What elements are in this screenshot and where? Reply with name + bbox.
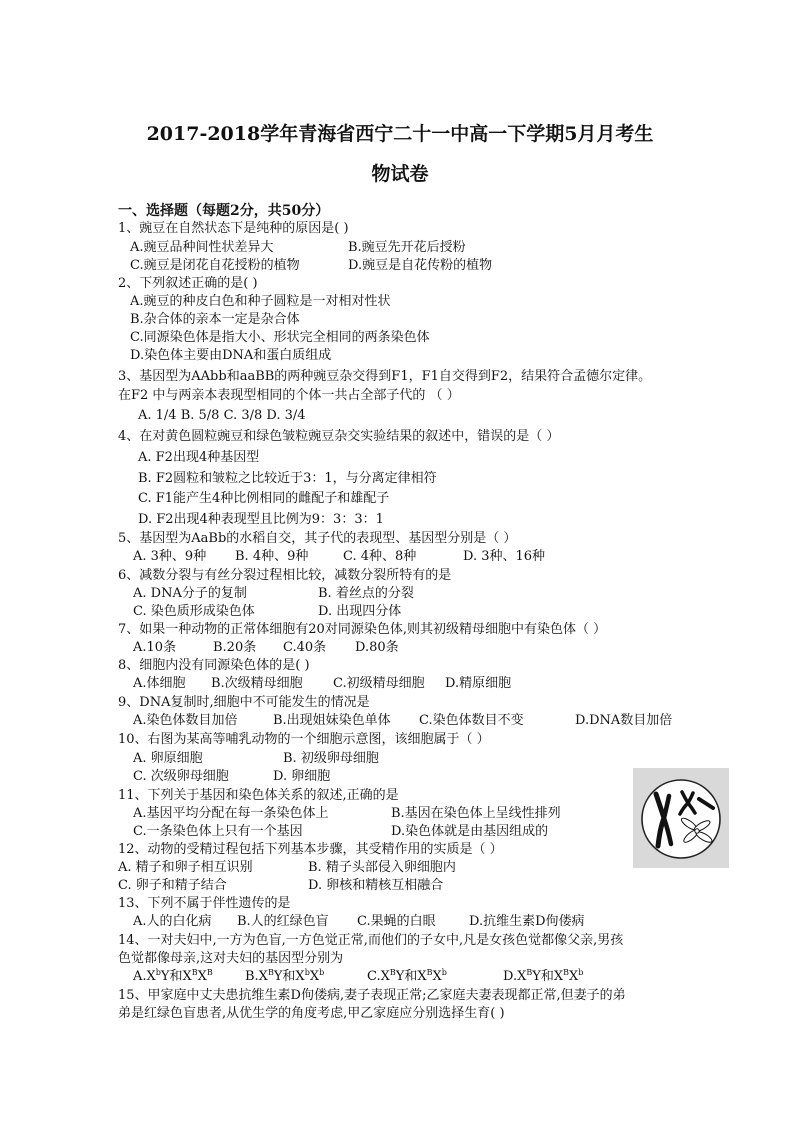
- question-7-option-c: C.40条: [283, 640, 327, 655]
- question-15-stem-line1: 15、甲家庭中丈夫患抗维生素D佝偻病,妻子表现正常;乙家庭夫妻表现都正常,但妻子的弟: [118, 988, 626, 1003]
- question-9-option-c: C.染色体数目不变: [419, 713, 524, 728]
- question-12-option-d: D. 卵核和精核互相融合: [308, 878, 444, 893]
- question-8-option-b: B.次级精母细胞: [211, 676, 303, 691]
- question-2-option-c: C.同源染色体是指大小、形状完全相同的两条染色体: [130, 330, 430, 345]
- question-1-option-d: D.豌豆是自花传粉的植物: [348, 258, 493, 273]
- question-14-stem-line1: 14、一对夫妇中,一方为色盲,一方色觉正常,而他们的子女中,凡是女孩色觉都像父亲,男孩: [118, 933, 624, 948]
- question-4-stem: 4、在对黄色圆粒豌豆和绿色皱粒豌豆杂交实验结果的叙述中，错误的是（ ）: [118, 429, 560, 444]
- question-6-option-a: A. DNA分子的复制: [133, 586, 247, 601]
- cell-diagram: [633, 768, 729, 868]
- question-4-option-d: D. F2出现4种表现型且比例为9：3：3：1: [138, 512, 384, 527]
- section-heading: 一、选择题（每题2分，共50分）: [118, 203, 330, 219]
- page-title-line1: 2017-2018学年青海省西宁二十一中高一下学期5月月考生: [146, 123, 654, 145]
- question-7-option-d: D.80条: [355, 640, 399, 655]
- question-9-option-b: B.出现姐妹染色单体: [273, 713, 391, 728]
- question-1-option-a: A.豌豆品种间性状差异大: [130, 240, 274, 255]
- question-14-stem-line2: 色觉都像母亲,这对夫妇的基因型分别为: [118, 951, 344, 966]
- question-14-option-a: $A.X^bY$和$X^BX^B$: [133, 968, 213, 984]
- question-1-stem: 1、豌豆在自然状态下是纯种的原因是( ): [118, 221, 349, 236]
- question-8-option-c: C.初级精母细胞: [333, 676, 425, 691]
- question-1-option-c: C.豌豆是闭花自花授粉的植物: [130, 258, 300, 273]
- question-6-option-d: D. 出现四分体: [318, 604, 402, 619]
- question-6-option-c: C. 染色质形成染色体: [133, 604, 255, 619]
- question-13-option-c: C.果蝇的白眼: [357, 914, 436, 929]
- question-11-option-b: B.基因在染色体上呈线性排列: [391, 806, 561, 821]
- question-13-option-b: B.人的红绿色盲: [237, 914, 329, 929]
- question-9-option-a: A.染色体数目加倍: [133, 713, 238, 728]
- question-2-stem: 2、下列叙述正确的是( ): [118, 276, 258, 291]
- question-13-option-a: A.人的白化病: [133, 914, 212, 929]
- question-8-option-d: D.精原细胞: [445, 676, 512, 691]
- question-14-option-b: $B.X^BY$和$X^bX^b$: [245, 968, 325, 984]
- question-7-option-b: B.20条: [213, 640, 257, 655]
- question-10-option-d: D. 卵细胞: [273, 769, 331, 784]
- question-12-option-a: A. 精子和卵子相互识别: [118, 860, 253, 875]
- page-title-line2: 物试卷: [371, 163, 429, 185]
- question-12-option-b: B. 精子头部侵入卵细胞内: [308, 860, 456, 875]
- question-1-option-b: B.豌豆先开花后授粉: [348, 240, 466, 255]
- question-10-option-c: C. 次级卵母细胞: [133, 769, 229, 784]
- question-9-option-d: D.DNA数目加倍: [575, 713, 673, 728]
- question-11-option-d: D.染色体就是由基因组成的: [391, 824, 549, 839]
- question-8-stem: 8、细胞内没有同源染色体的是( ): [118, 658, 310, 673]
- question-6-option-b: B. 着丝点的分裂: [318, 586, 414, 601]
- question-5-stem: 5、基因型为AaBb的水稻自交，其子代的表现型、基因型分别是（ ）: [118, 531, 517, 546]
- question-9-stem: 9、DNA复制时,细胞中不可能发生的情况是: [118, 695, 370, 710]
- question-6-stem: 6、减数分裂与有丝分裂过程相比较，减数分裂所特有的是: [118, 568, 452, 583]
- question-2-option-a: A.豌豆的种皮白色和种子圆粒是一对相对性状: [130, 294, 391, 309]
- question-2-option-d: D.染色体主要由DNA和蛋白质组成: [130, 348, 332, 363]
- question-3-stem-line2: 在F2 中与两亲本表现型相同的个体一共占全部子代的 （ ）: [118, 388, 460, 403]
- question-10-option-b: B. 初级卵母细胞: [283, 751, 379, 766]
- question-10-stem: 10、右图为某高等哺乳动物的一个细胞示意图，该细胞属于（ ）: [118, 732, 490, 747]
- question-13-option-d: D.抗维生素D佝偻病: [469, 914, 585, 929]
- question-5-option-b: B. 4种、9种: [235, 549, 309, 564]
- question-10-option-a: A. 卵原细胞: [133, 751, 203, 766]
- question-14-option-c: $C.X^BY$和$X^BX^b$: [367, 968, 447, 984]
- question-14-option-d: $D.X^BY$和$X^BX^b$: [503, 968, 584, 984]
- question-15-stem-line2: 弟是红绿色盲患者,从优生学的角度考虑,甲乙家庭应分别选择生育( ): [118, 1006, 505, 1021]
- question-4-option-a: A. F2出现4种基因型: [138, 450, 260, 465]
- cell-diagram-figure: [633, 768, 729, 868]
- question-12-stem: 12、动物的受精过程包括下列基本步骤，其受精作用的实质是（ ）: [118, 842, 503, 857]
- question-2-option-b: B.杂合体的亲本一定是杂合体: [130, 312, 300, 327]
- question-11-option-c: C.一条染色体上只有一个基因: [133, 824, 303, 839]
- question-3-options: A. 1/4 B. 5/8 C. 3/8 D. 3/4: [138, 408, 306, 423]
- question-7-option-a: A.10条: [133, 640, 177, 655]
- question-3-stem-line1: 3、基因型为AAbb和aaBB的两种豌豆杂交得到F1，F1自交得到F2，结果符合孟德尔定律。: [118, 369, 652, 384]
- question-8-option-a: A.体细胞: [133, 676, 186, 691]
- question-5-option-d: D. 3种、16种: [463, 549, 546, 564]
- question-11-option-a: A.基因平均分配在每一条染色体上: [133, 806, 329, 821]
- question-11-stem: 11、下列关于基因和染色体关系的叙述,正确的是: [118, 788, 399, 803]
- question-4-option-c: C. F1能产生4种比例相同的雌配子和雄配子: [138, 491, 390, 506]
- question-5-option-c: C. 4种、8种: [343, 549, 417, 564]
- question-7-stem: 7、如果一种动物的正常体细胞有20对同源染色体,则其初级精母细胞中有染色体（ ）: [118, 622, 607, 637]
- question-4-option-b: B. F2圆粒和皱粒之比较近于3：1，与分离定律相符: [138, 471, 437, 486]
- question-13-stem: 13、下列不属于伴性遗传的是: [118, 896, 291, 911]
- question-5-option-a: A. 3种、9种: [133, 549, 207, 564]
- question-12-option-c: C. 卵子和精子结合: [118, 878, 227, 893]
